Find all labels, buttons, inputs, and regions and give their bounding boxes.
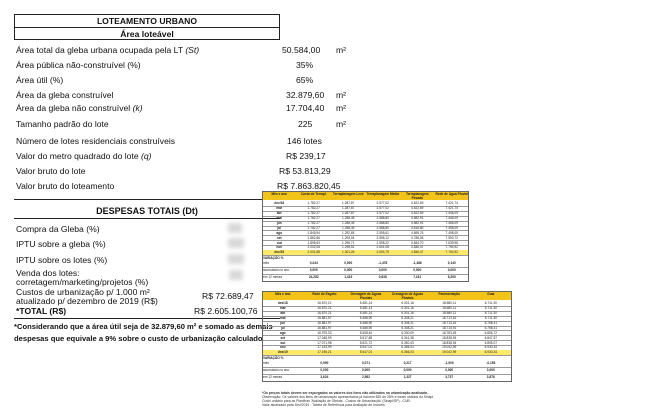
table-cell: abr	[280, 311, 286, 316]
param-label: Área total da gleba urbana ocupada pela LT (St)	[16, 45, 200, 55]
table-cell: 5.517,88	[359, 335, 373, 340]
index-table-1	[262, 191, 469, 283]
table-header-cell: Terraplanagem Pesada	[405, 191, 429, 200]
table-cell: 0,217	[403, 360, 412, 365]
expense-label: atualizado p/ dezembro de 2019 (R$)	[16, 296, 158, 306]
table-cell: 4.582,91	[411, 216, 424, 220]
expense-label: IPTU sobre os lotes (%)	[16, 255, 108, 265]
param-label: Área da gleba não construível (k)	[16, 103, 143, 113]
table-cell: 4.695,76	[411, 230, 424, 235]
param-label: Valor bruto do loteamento	[16, 181, 115, 191]
table-cell: 17.196,21	[317, 350, 332, 355]
table-cell: 0,000	[445, 367, 454, 372]
table-cell: 4.846,47	[411, 250, 424, 255]
param-unit: m²	[336, 119, 347, 129]
table-cell: 18.680,11	[442, 301, 457, 306]
param-value: 17.704,40	[286, 103, 325, 113]
title-divider	[14, 27, 280, 28]
table-cell: 2.577,02	[376, 201, 389, 206]
table-cell: 17.193,99	[317, 345, 332, 350]
param-label: Área útil (%)	[16, 75, 64, 85]
redacted-value	[228, 238, 244, 248]
table-cell: 0,000	[378, 267, 387, 272]
table-cell: 6.711,30	[484, 306, 497, 311]
expenses-title: DESPESAS TOTAIS (Dt)	[96, 206, 198, 216]
table-cell: 6.308,21	[401, 320, 414, 325]
table-cell: 0,071	[361, 360, 370, 365]
table-cell: 4.618,80	[411, 225, 424, 230]
table-cell: 5.547,01	[359, 345, 373, 350]
table-cell: 6.758,41	[484, 325, 497, 330]
param-unit: m²	[336, 45, 347, 55]
table-cell: 0,000	[309, 267, 318, 272]
table-cell: 7.498,09	[445, 225, 458, 230]
table-cell: 1.895,63	[307, 240, 320, 245]
table-header-cell: Rede de Esgoto	[312, 291, 337, 296]
table-cell: 0,000	[447, 267, 456, 272]
table-cell: 5.547,01	[359, 350, 373, 355]
table-cell: 18.715,91	[442, 325, 457, 330]
table-cell: 1.782,27	[307, 216, 320, 220]
table-cell: 5.488,90	[359, 320, 373, 325]
param-value: R$ 53.813,29	[279, 166, 331, 176]
table-cell: 0,000	[413, 267, 422, 272]
table-cell: 1.782,27	[307, 206, 320, 211]
table-cell: 1.782,27	[307, 201, 320, 206]
table-cell: dez/19	[274, 250, 285, 255]
table-cell: 0,000	[361, 367, 370, 372]
table-cell: 7.754,92	[445, 250, 458, 255]
table-cell: dez/18	[274, 201, 285, 206]
table-cell: 1,419	[344, 274, 353, 279]
table-cell: mês	[263, 360, 270, 365]
param-value: 225	[298, 119, 313, 129]
table-cell: 7.498,09	[445, 230, 458, 235]
table-cell: 1.292,65	[342, 230, 355, 235]
table-cell: acumulado no ano	[263, 267, 290, 272]
table-cell: 6.308,21	[401, 316, 414, 320]
table-cell: 16.975,33	[317, 330, 332, 335]
table-cell: 0,244	[309, 260, 318, 265]
table-cell: nov	[279, 345, 286, 350]
param-label: Valor bruto do lote	[16, 166, 86, 176]
param-label: Área pública não-construível (%)	[16, 60, 141, 70]
param-value: 65%	[296, 75, 314, 85]
table-cell: 4.846,47	[411, 245, 424, 250]
table-note-4: Valor atualizado para Dez/2019 - Tabela de Referência para Avaliação de Imóveis.	[262, 403, 386, 407]
table-cell: abr	[276, 211, 282, 216]
table-header-cell: Drenagem de Águas Pluviais	[392, 291, 423, 300]
table-note-2: Observação: Os valores dos itens de urbanização apresentados já incluem BDI de 28% e foram obtidos do Sinapi	[262, 395, 434, 399]
table-cell: 2,562	[361, 374, 370, 379]
table-cell: 3,624	[320, 374, 329, 379]
expense-total-label: *TOTAL (R$)	[16, 306, 67, 316]
table-cell: 18.783,45	[442, 330, 457, 335]
table-border	[262, 291, 512, 382]
table-cell: 2.595,61	[376, 230, 389, 235]
table-cell: 5.481,14	[359, 311, 373, 316]
table-variation-label: VARIAÇÃO %	[263, 355, 284, 360]
table-header-cell: Pavimentação	[438, 291, 460, 296]
table-cell: 7.446,09	[445, 216, 458, 220]
table-cell: -1,478	[378, 260, 388, 265]
expense-value: R$ 72.689,47	[202, 291, 254, 301]
table-cell: 2.588,80	[376, 216, 389, 220]
page-subtitle: Área loteável	[120, 29, 174, 39]
table-cell: 1.294,04	[342, 235, 355, 240]
expenses-rule-top	[14, 199, 280, 200]
table-cell: 1.287,87	[342, 211, 355, 216]
table-cell: 1.287,87	[342, 206, 355, 211]
table-cell: 18.680,11	[442, 306, 457, 311]
expenses-rule-end	[14, 318, 280, 319]
table-border	[262, 191, 469, 282]
param-label: Número de lotes residenciais construíveis	[16, 136, 176, 146]
page-title: LOTEAMENTO URBANO	[96, 16, 198, 26]
table-cell: 1.862,66	[307, 235, 320, 240]
table-cell: 19.042,99	[442, 345, 457, 350]
table-cell: 7.421,74	[445, 206, 458, 211]
table-cell: 2.596,12	[376, 235, 389, 240]
table-header-cell: Guia	[487, 291, 495, 296]
table-cell: 2.604,79	[376, 250, 389, 255]
table-cell: 5.488,90	[359, 316, 373, 320]
table-cell: 2.577,02	[376, 206, 389, 211]
table-cell: 16.881,97	[317, 320, 332, 325]
table-cell: 2.001,88	[307, 250, 320, 255]
param-label: Área da gleba construível	[16, 90, 114, 100]
table-header-cell: Drenagem de Águas Pluviais	[350, 291, 382, 300]
table-cell: 6.930,34	[484, 345, 497, 350]
expense-label: Venda dos lotes:	[16, 268, 80, 278]
table-cell: 19.042,99	[442, 350, 457, 355]
param-value: R$ 239,17	[286, 151, 326, 161]
table-cell: 5.488,90	[359, 325, 373, 330]
table-cell: 6.847,57	[484, 335, 497, 340]
table-header-cell: Terraplanagem Leve	[332, 191, 364, 196]
table-cell: 1.296,71	[342, 240, 355, 245]
param-label: Tamanho padrão do lote	[16, 119, 109, 129]
table-cell: 6.341,38	[401, 335, 414, 340]
table-cell: -0,155	[486, 360, 496, 365]
index-table-2	[262, 291, 512, 389]
table-cell: em 12 meses	[263, 374, 283, 379]
table-cell: 6.350,43	[401, 340, 414, 345]
table-cell: 7.639,98	[445, 240, 458, 245]
param-value: 50.584,00	[282, 45, 321, 55]
table-cell: 2.588,80	[376, 220, 389, 225]
table-cell: 1.298,51	[342, 245, 355, 250]
table-cell: ago	[276, 230, 283, 235]
table-header-cell: Custo de Terrapl.	[300, 191, 327, 196]
table-cell: 1.782,27	[307, 211, 320, 216]
footnote-line-1: *Considerando que a área útil seja de 32.879,60 m² e somado as demais	[14, 322, 273, 331]
table-cell: 16.881,97	[317, 325, 332, 330]
param-label: Valor do metro quadrado do lote (q)	[16, 151, 152, 161]
param-value: R$ 7.863.820,45	[277, 181, 341, 191]
table-cell: 3,876	[486, 374, 495, 379]
table-header-cell: Mês e ano	[275, 291, 291, 296]
table-cell: 6.366,03	[401, 350, 414, 355]
table-cell: 6.308,21	[401, 325, 414, 330]
table-cell: mês	[263, 260, 270, 265]
table-cell: 5.521,72	[359, 340, 373, 345]
table-cell: 0,140	[447, 260, 456, 265]
table-cell: out	[276, 240, 282, 245]
table-cell: 1.849,94	[307, 230, 320, 235]
table-cell: 18.680,11	[442, 311, 457, 316]
table-cell: 4.844,70	[411, 240, 424, 245]
table-cell: 18.838,94	[442, 335, 457, 340]
table-cell: 4.786,06	[411, 235, 424, 240]
table-cell: 1.288,45	[342, 216, 355, 220]
table-cell: 1,327	[403, 374, 412, 379]
table-cell: 6.930,34	[484, 350, 497, 355]
table-header-cell: Terraplanagem Média	[366, 191, 400, 196]
expense-label: Compra da Gleba (%)	[16, 224, 100, 234]
table-cell: 6.301,16	[401, 301, 414, 306]
table-cell: 18.713,16	[442, 320, 457, 325]
expenses-rule-bottom	[14, 218, 280, 219]
expense-label: corretagem/marketing/projetos (%)	[16, 277, 149, 287]
table-cell: 5.481,14	[359, 306, 373, 311]
table-cell: 7.421,74	[445, 201, 458, 206]
redacted-value	[228, 223, 242, 233]
table-cell: mar	[276, 206, 283, 211]
table-cell: mai	[280, 316, 286, 320]
table-cell: 0,590	[320, 360, 329, 365]
table-cell: 6.711,30	[484, 311, 497, 316]
table-cell: 6.330,09	[401, 330, 414, 335]
table-cell: -1,486	[412, 260, 422, 265]
table-cell: 0,000	[344, 260, 353, 265]
table-cell: em 12 meses	[263, 274, 283, 279]
table-cell: ago	[279, 330, 286, 335]
table-cell: 3,737	[445, 374, 454, 379]
expense-total-value: R$ 2.605.100,76	[194, 306, 258, 316]
table-cell: 0,000	[320, 367, 329, 372]
table-cell: 4.522,69	[411, 206, 424, 211]
table-cell: 1.288,45	[342, 220, 355, 225]
table-cell: 6.895,07	[484, 340, 497, 345]
table-cell: jul	[280, 325, 285, 330]
table-cell: set	[280, 335, 286, 340]
table-cell: 0,000	[344, 267, 353, 272]
table-cell: 0,000	[403, 367, 412, 372]
table-cell: 1.782,27	[307, 225, 320, 230]
expense-label: IPTU sobre a gleba (%)	[16, 239, 106, 249]
param-unit: m²	[336, 90, 347, 100]
table-cell: 18.713,16	[442, 316, 457, 320]
table-header-cell: Rede de Água Pluvial	[435, 191, 468, 196]
table-cell: 0,000	[486, 367, 495, 372]
table-cell: acumulado no ano	[263, 367, 290, 372]
table-cell: dez/18	[277, 301, 288, 306]
table-cell: 6.301,16	[401, 306, 414, 311]
table-cell: set	[276, 235, 282, 240]
table-cell: 6,290	[447, 274, 456, 279]
table-cell: 1.287,87	[342, 201, 355, 206]
table-cell: 16.870,21	[317, 306, 332, 311]
table-header-cell: Mês e ano	[271, 191, 287, 196]
table-variation-label: VARIAÇÃO %	[263, 255, 284, 260]
table-cell: 7.590,72	[445, 235, 458, 240]
table-cell: 24,282	[308, 274, 319, 279]
table-cell: mai	[276, 216, 282, 220]
table-cell: 6.711,30	[484, 316, 497, 320]
table-cell: 6.806,72	[484, 330, 497, 335]
table-cell: 7.446,09	[445, 211, 458, 216]
table-cell: 2.601,08	[376, 245, 389, 250]
table-cell: 16.870,21	[317, 301, 332, 306]
table-cell: jun	[280, 320, 286, 325]
table-cell: 1.301,26	[342, 250, 355, 255]
table-cell: 4.582,91	[411, 220, 424, 225]
redacted-value	[229, 270, 243, 280]
table-cell: 7,161	[413, 274, 422, 279]
table-cell: 16.881,97	[317, 316, 332, 320]
table-cell: dez/19	[277, 350, 288, 355]
table-note-1: *Os preços totais devem ser expurgados os valores dos itens não utilizados na urbanização analisada.	[262, 391, 428, 395]
table-cell: out	[280, 340, 286, 345]
table-cell: 2.598,22	[376, 240, 389, 245]
table-cell: 17.071,98	[317, 340, 332, 345]
param-value: 32.879,60	[286, 90, 325, 100]
table-cell: mar	[279, 306, 286, 311]
table-cell: 1.288,45	[342, 225, 355, 230]
redacted-value	[228, 254, 244, 264]
table-cell: 17.048,99	[317, 335, 332, 340]
param-value: 146 lotes	[287, 136, 322, 146]
table-cell: jun	[276, 220, 282, 225]
table-cell: jul	[277, 225, 282, 230]
table-cell: -1,000	[444, 360, 454, 365]
footnote-line-2: despesas que equivale a 9% sobre o custo de urbanização calculado	[14, 334, 263, 343]
table-cell: 6.711,30	[484, 301, 497, 306]
table-cell: 16.870,21	[317, 311, 332, 316]
table-cell: nov	[276, 245, 283, 250]
param-unit: m²	[336, 103, 347, 113]
table-cell: 6.366,03	[401, 345, 414, 350]
table-cell: 7.754,92	[445, 245, 458, 250]
table-cell: 4.522,69	[411, 211, 424, 216]
table-cell: 5.481,14	[359, 301, 373, 306]
table-cell: 4.522,69	[411, 201, 424, 206]
table-cell: 18.838,94	[442, 340, 457, 345]
table-cell: 2.588,80	[376, 225, 389, 230]
table-cell: 2.002,08	[307, 245, 320, 250]
table-cell: 0,638	[378, 274, 387, 279]
table-cell: 5.508,40	[359, 330, 373, 335]
table-note-3: Custo unitário para as Planilhas 'Avaliação de Glebas - Custos de Urbanização' (Sinapi/SP) - CUB.	[262, 399, 411, 403]
table-cell: 6.758,41	[484, 320, 497, 325]
table-cell: 2.577,02	[376, 211, 389, 216]
expense-label: Custos de urbanização p/ 1.000 m²	[16, 287, 150, 297]
table-cell: 7.466,09	[445, 220, 458, 225]
table-cell: 6.301,16	[401, 311, 414, 316]
table-cell: 1.782,27	[307, 220, 320, 225]
param-value: 35%	[296, 60, 314, 70]
